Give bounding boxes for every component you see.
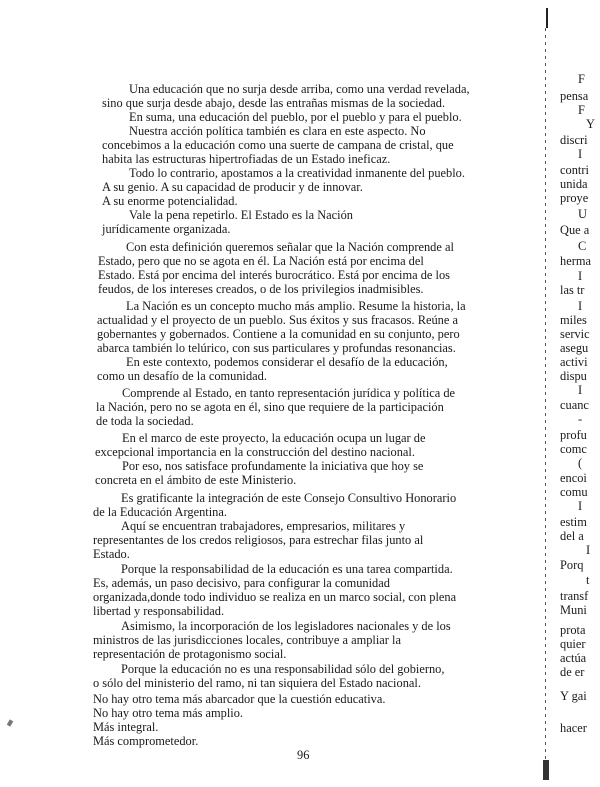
side-text: del a (560, 529, 584, 543)
text-line: No hay otro tema más abarcador que la cuestión educativa. (93, 692, 386, 706)
side-text: t (586, 573, 590, 587)
side-text: dispu (560, 369, 587, 383)
text-line: excepcional importancia en la construcción del destino nacional. (95, 445, 415, 459)
side-text: Muni (560, 603, 587, 617)
text-line: No hay otro tema más amplio. (93, 706, 244, 720)
text-line: jurídicamente organizada. (102, 222, 231, 236)
text-line: representantes de los credos religiosos, para estrechar filas junto al (93, 533, 424, 547)
side-text: F (578, 103, 585, 117)
side-text: cuanc (560, 398, 589, 412)
text-line: Una educación que no surja desde arriba, como una verdad revelada, (129, 82, 470, 96)
page-edge-mark-bottom (543, 760, 549, 780)
side-text: de er (560, 665, 585, 679)
side-text: comc (560, 442, 587, 456)
text-line: o sólo del ministerio del ramo, ni tan siquiera del Estado nacional. (93, 676, 421, 690)
text-line: Aquí se encuentran trabajadores, empresarios, militares y (121, 519, 406, 533)
side-text: - (578, 412, 583, 426)
side-text: discri (560, 133, 588, 147)
side-text: activi (560, 355, 588, 369)
text-line: Todo lo contrario, apostamos a la creatividad inmanente del pueblo. (129, 166, 465, 180)
side-text: comu (560, 485, 588, 499)
side-text: quier (560, 637, 586, 651)
side-text: unida (560, 177, 588, 191)
text-line: Es, además, un paso decisivo, para configurar la comunidad (93, 576, 390, 590)
text-line: Porque la responsabilidad de la educación es una tarea compartida. (121, 562, 453, 576)
side-text: I (586, 543, 591, 557)
text-line: La Nación es un concepto mucho más amplio. Resume la historia, la (126, 299, 466, 313)
side-text: I (578, 499, 583, 513)
text-line: Estado. (93, 547, 130, 561)
page-edge-mark (546, 8, 548, 28)
text-line: A su genio. A su capacidad de producir y de innovar. (102, 180, 363, 194)
text-line: Con esta definición queremos señalar que la Nación comprende al (126, 240, 454, 254)
text-line: A su enorme potencialidad. (102, 194, 238, 208)
text-line: Estado, pero que no se agota en él. La Nación está por encima del (98, 254, 424, 268)
side-text: estim (560, 515, 587, 529)
scan-speck (7, 719, 13, 726)
side-text: Que a (560, 223, 590, 237)
side-text: prota (560, 623, 586, 637)
side-text: F (578, 72, 585, 86)
page-number: 96 (297, 748, 310, 762)
side-text: herma (560, 254, 591, 268)
text-line: concreta en el ámbito de este Ministerio. (95, 473, 297, 487)
side-text: hacer (560, 721, 587, 735)
page-fold-line (545, 28, 546, 778)
text-line: En suma, una educación del pueblo, por el pueblo y para el pueblo. (129, 110, 462, 124)
side-text: encoi (560, 471, 587, 485)
side-text: I (578, 299, 583, 313)
text-line: gobernantes y gobernados. Contiene a la comunidad en su conjunto, pero (97, 327, 460, 341)
side-text: Y (586, 117, 595, 131)
side-text: U (578, 207, 587, 221)
side-text: I (578, 383, 583, 397)
text-line: organizada,donde todo individuo se realiza en un marco social, con plena (93, 590, 457, 604)
text-line: abarca también lo telúrico, con sus particulares y profundas resonancias. (97, 341, 456, 355)
text-line: Más integral. (93, 720, 159, 734)
side-text: transf (560, 589, 589, 603)
text-line: actualidad y el proyecto de un pueblo. Sus éxitos y sus fracasos. Reúne a (97, 313, 458, 327)
text-line: Más comprometedor. (93, 734, 199, 748)
text-line: representación de protagonismo social. (93, 647, 287, 661)
side-text: servic (560, 327, 590, 341)
text-line: concebimos a la educación como una suerte de campana de cristal, que (102, 138, 454, 152)
text-line: Es gratificante la integración de este Consejo Consultivo Honorario (121, 491, 457, 505)
side-text: Porq (560, 558, 584, 572)
text-line: Vale la pena repetirlo. El Estado es la Nación (129, 208, 353, 222)
side-text: asegu (560, 341, 589, 355)
side-text: ( (578, 456, 583, 470)
side-text: proye (560, 191, 589, 205)
text-line: Por eso, nos satisface profundamente la iniciativa que hoy se (122, 459, 424, 473)
text-line: como un desafío de la comunidad. (97, 369, 267, 383)
side-text: actúa (560, 651, 587, 665)
side-text: Y gai (560, 689, 587, 703)
text-line: Estado. Está por encima del interés burocrático. Está por encima de los (98, 268, 450, 282)
side-text: profu (560, 428, 587, 442)
side-text: C (578, 239, 587, 253)
text-line: sino que surja desde abajo, desde las entrañas mismas de la sociedad. (102, 96, 446, 110)
side-text: pensa (560, 89, 589, 103)
text-line: feudos, de los intereses creados, o de los privilegios inadmisibles. (98, 282, 424, 296)
text-line: la Nación, pero no se agota en él, sino que requiere de la participación (96, 400, 444, 414)
side-text: contri (560, 163, 589, 177)
text-line: Nuestra acción política también es clara en este aspecto. No (129, 124, 426, 138)
side-text: miles (560, 313, 587, 327)
side-text: las tr (560, 283, 585, 297)
side-text: I (578, 147, 583, 161)
text-line: Comprende al Estado, en tanto representación jurídica y política de (122, 386, 456, 400)
text-line: Asimismo, la incorporación de los legisladores nacionales y de los (121, 619, 451, 633)
text-line: En este contexto, podemos considerar el desafío de la educación, (126, 355, 448, 369)
text-line: Porque la educación no es una responsabilidad sólo del gobierno, (121, 662, 445, 676)
side-text: I (578, 269, 583, 283)
text-line: de la Educación Argentina. (93, 505, 227, 519)
text-line: ministros de las jurisdicciones locales, contribuye a ampliar la (93, 633, 401, 647)
text-line: habita las estructuras hipertrofiadas de un Estado ineficaz. (102, 152, 391, 166)
text-line: de toda la sociedad. (96, 414, 194, 428)
text-line: libertad y responsabilidad. (93, 604, 225, 618)
text-line: En el marco de este proyecto, la educación ocupa un lugar de (122, 431, 426, 445)
